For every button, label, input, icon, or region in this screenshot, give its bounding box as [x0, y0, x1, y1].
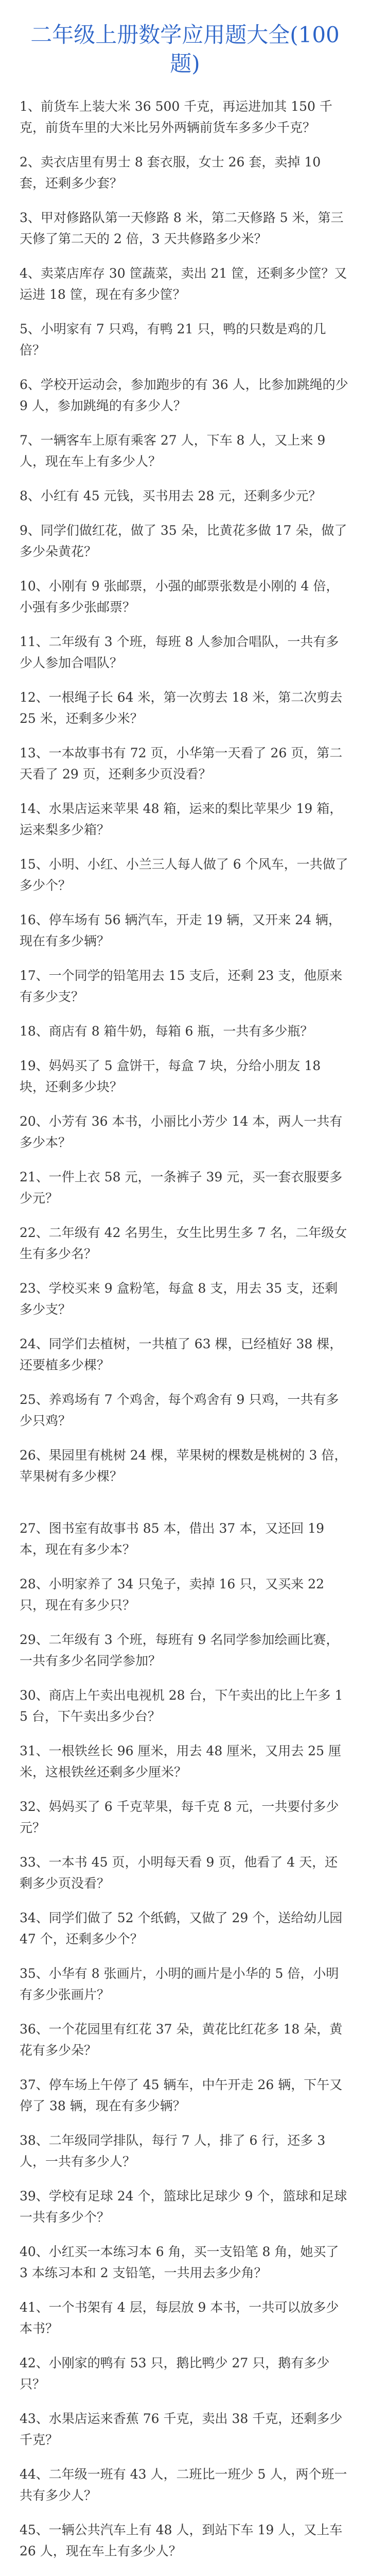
problem-item: 8、小红有 45 元钱，买书用去 28 元，还剩多少元？ [20, 488, 322, 503]
problem-item: 26、果园里有桃树 24 棵，苹果树的棵数是桃树的 3 倍，苹果树有多少棵？ [20, 1448, 347, 1484]
problem-list-2 [20, 1518, 350, 2576]
problem-item: 22、二年级有 42 名男生，女生比男生多 7 名，二年级女生有多少名？ [20, 1225, 347, 1261]
document-title: 二年级上册数学应用题大全(100 题) [30, 22, 340, 76]
problem-item: 34、同学们做了 52 个纸鹤，又做了 29 个，送给幼儿园 47 个，还剩多少个？ [20, 1910, 343, 1946]
problem-item: 9、同学们做红花，做了 35 朵，比黄花多做 17 朵，做了多少朵黄花？ [20, 523, 347, 559]
problem-item: 11、二年级有 3 个班，每班 8 人参加合唱队，一共有多少人参加合唱队？ [20, 634, 339, 670]
problem-item: 3、甲对修路队第一天修路 8 米，第二天修路 5 米，第三天修了第二天的 2 倍，3 天共修路多少米？ [20, 210, 344, 246]
problem-item: 35、小华有 8 张画片，小明的画片是小华的 5 倍，小明有多少张画片？ [20, 1966, 339, 2002]
problem-item: 16、停车场有 56 辆汽车，开走 19 辆，又开来 24 辆，现在有多少辆？ [20, 912, 341, 948]
problem-item: 39、学校有足球 24 个，篮球比足球少 9 个，篮球和足球一共有多少个？ [20, 2189, 347, 2225]
problem-item: 4、卖菜店库存 30 筐蔬菜，卖出 21 筐，还剩多少筐？又运进 18 筐，现在有多少筐？ [20, 266, 347, 302]
problem-item: 19、妈妈买了 5 盒饼干，每盒 7 块，分给小朋友 18 块，还剩多少块？ [20, 1058, 321, 1094]
problem-item: 24、同学们去植树，一共植了 63 棵，已经植好 38 棵，还要植多少棵？ [20, 1336, 343, 1372]
problem-item: 13、一本故事书有 72 页，小华第一天看了 26 页，第二天看了 29 页，还剩多少页没看？ [20, 745, 343, 782]
problem-item: 15、小明、小红、小兰三人每人做了 6 个风车，一共做了多少个？ [20, 857, 348, 893]
problem-item: 12、一根绳子长 64 米，第一次剪去 18 米，第二次剪去 25 米，还剩多少米？ [20, 690, 343, 726]
problem-item: 29、二年级有 3 个班，每班有 9 名同学参加绘画比赛，一共有多少名同学参加？ [20, 1632, 339, 1668]
problem-item: 21、一件上衣 58 元，一条裤子 39 元，买一套衣服要多少元？ [20, 1170, 343, 1206]
problem-item: 33、一本书 45 页，小明每天看 9 页，他看了 4 天，还剩多少页没看？ [20, 1855, 338, 1891]
problem-item: 36、一个花园里有红花 37 朵，黄花比红花多 18 朵，黄花有多少朵？ [20, 2022, 343, 2058]
problem-item: 27、图书室有故事书 85 本，借出 37 本，又还回 19 本，现在有多少本？ [20, 1521, 324, 1557]
problem-item: 38、二年级同学排队，每行 7 人，排了 6 行，还多 3 人，一共有多少人？ [20, 2133, 326, 2169]
problem-item: 41、一个书架有 4 层，每层放 9 本书，一共可以放多少本书？ [20, 2300, 339, 2336]
problem-item: 42、小刚家的鸭有 53 只，鹅比鸭少 27 只，鹅有多少只？ [20, 2355, 330, 2392]
problem-item: 30、商店上午卖出电视机 28 台，下午卖出的比上午多 15 台，下午卖出多少台？ [20, 1688, 343, 1724]
problem-item: 40、小红买一本练习本 6 角，买一支铅笔 8 角，她买了 3 本练习本和 2 支铅笔，一共用去多少角？ [20, 2244, 339, 2280]
problem-item: 17、一个同学的铅笔用去 15 支后，还剩 23 支，他原来有多少支？ [20, 968, 343, 1004]
problem-item: 20、小芳有 36 本书，小丽比小芳少 14 本，两人一共有多少本？ [20, 1114, 343, 1150]
problem-list [20, 96, 350, 1487]
problem-item: 37、停车场上午停了 45 辆车，中午开走 26 辆，下午又停了 38 辆，现在有多少辆？ [20, 2077, 343, 2113]
problem-item: 2、卖衣店里有男士 8 套衣服，女士 26 套，卖掉 10 套，还剩多少套？ [20, 155, 321, 191]
problem-item: 25、养鸡场有 7 个鸡舍，每个鸡舍有 9 只鸡，一共有多少只鸡？ [20, 1392, 339, 1428]
problem-item: 23、学校买来 9 盒粉笔，每盒 8 支，用去 35 支，还剩多少支？ [20, 1281, 338, 1317]
problem-item: 6、学校开运动会，参加跑步的有 36 人，比参加跳绳的少 9 人，参加跳绳的有多少人？ [20, 377, 348, 413]
problem-item: 5、小明家有 7 只鸡，有鸭 21 只，鸭的只数是鸡的几倍？ [20, 321, 326, 358]
problem-item: 18、商店有 8 箱牛奶，每箱 6 瓶，一共有多少瓶？ [20, 1024, 313, 1039]
problem-item: 7、一辆客车上原有乘客 27 人，下车 8 人，又上来 9 人，现在车上有多少人？ [20, 433, 326, 469]
problem-item: 32、妈妈买了 6 千克苹果，每千克 8 元，一共要付多少元？ [20, 1799, 339, 1835]
problem-item: 44、二年级一班有 43 人，二班比一班少 5 人，两个班一共有多少人？ [20, 2467, 347, 2503]
problem-item: 28、小明家养了 34 只兔子，卖掉 16 只，又买来 22 只，现在有多少只？ [20, 1577, 324, 1613]
problem-item: 45、一辆公共汽车上有 48 人，到站下车 19 人，又上车 26 人，现在车上有多少人？ [20, 2522, 343, 2558]
problem-item: 1、前货车上装大米 36 500 千克，再运进加其 150 千克，前货车里的大米比另外两辆前货车多多少千克？ [20, 99, 332, 135]
problem-item: 31、一根铁丝长 96 厘米，用去 48 厘米，又用去 25 厘米，这根铁丝还剩多少厘米？ [20, 1743, 341, 1780]
problem-item: 43、水果店运来香蕉 76 千克，卖出 38 千克，还剩多少千克？ [20, 2411, 343, 2447]
problem-item: 10、小刚有 9 张邮票，小强的邮票张数是小刚的 4 倍，小强有多少张邮票？ [20, 579, 339, 615]
problem-item: 14、水果店运来苹果 48 箱，运来的梨比苹果少 19 箱，运来梨多少箱？ [20, 801, 343, 837]
